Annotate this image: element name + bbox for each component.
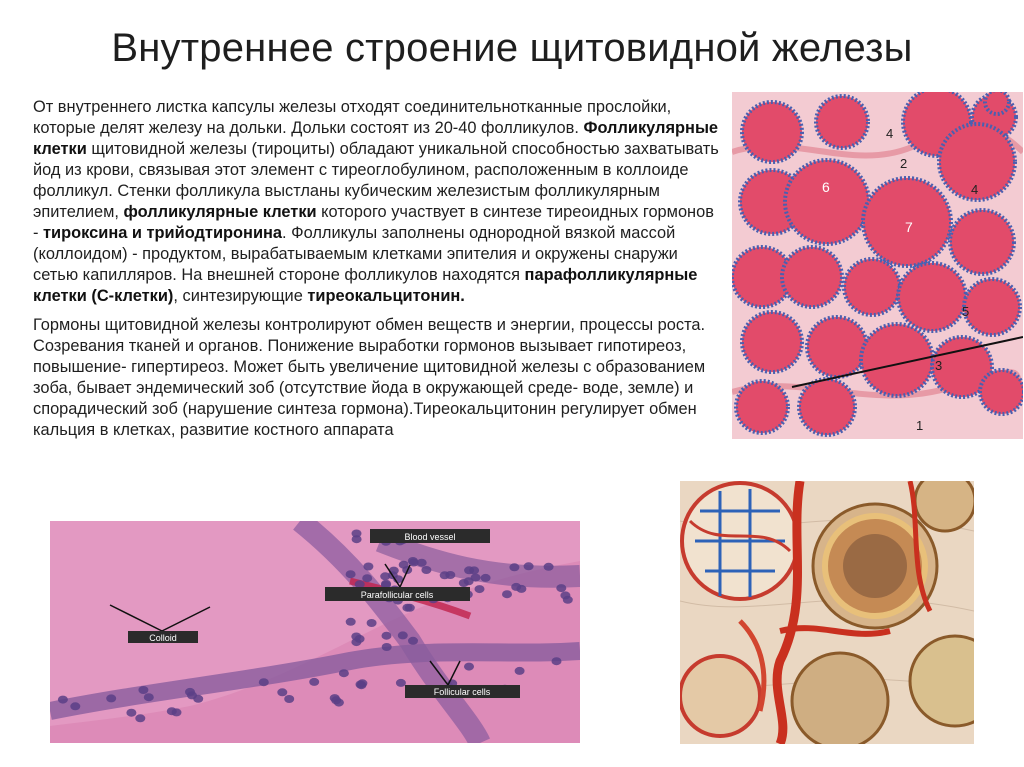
label-text: Follicular cells <box>433 687 491 697</box>
cell-nucleus <box>352 535 362 543</box>
bold-term: тироксина и трийодтиронина <box>43 224 283 242</box>
label-number: 5 <box>962 304 970 319</box>
follicle <box>980 370 1023 414</box>
cell-nucleus <box>284 695 294 703</box>
cell-nucleus <box>475 585 485 593</box>
cell-nucleus <box>509 563 519 571</box>
body-text <box>33 97 723 449</box>
bold-term: Фолликулярные клетки <box>33 119 719 158</box>
cell-nucleus <box>402 604 412 612</box>
cell-nucleus <box>464 663 474 671</box>
cell-nucleus <box>552 657 562 665</box>
bold-term: тиреокальцитонин. <box>307 287 465 305</box>
cell-nucleus <box>515 667 525 675</box>
paragraph-structure <box>33 97 723 307</box>
cell-nucleus <box>309 678 319 686</box>
label-number: 7 <box>905 219 913 235</box>
follicle <box>807 317 867 377</box>
label-number: 1 <box>916 418 924 433</box>
bold-term: фолликулярные клетки <box>123 203 317 221</box>
cell-nucleus <box>421 566 431 574</box>
label-number: 2 <box>900 156 908 171</box>
label-number: 3 <box>935 358 943 373</box>
cell-nucleus <box>259 678 269 686</box>
follicle <box>782 247 842 307</box>
cell-nucleus <box>346 570 356 578</box>
histology-figure <box>732 92 1023 439</box>
cell-nucleus <box>544 563 554 571</box>
cell-nucleus <box>471 574 481 582</box>
label-number: 6 <box>822 179 830 195</box>
follicle <box>736 381 788 433</box>
cell-nucleus <box>440 571 450 579</box>
micrograph-figure <box>50 521 580 743</box>
follicle <box>898 263 966 331</box>
paragraph-hormones: Гормоны щитовидной железы контролируют обмен веществ и энергии, процессы роста. Созревания тканей и органов. Понижение выработки гормонов вызывает гипотиреоз, повышение- гипертиреоз. Может быть увеличение щитовидной железы с образованием зоба, бывает эндемический зоб (отсутствие йода в окружающей среде- воде, земле) и спорадический зоб (нарушение синтеза гормона).Тиреокальцитонин регулирует обмен кальция в клетках, развитие костного аппарата <box>33 316 706 439</box>
cell-nucleus <box>380 572 390 580</box>
text-segment: От внутреннего листка капсулы железы отходят соединительнотканные прослойки, которые делят железу на дольки. Дольки состоят из 20-40 фолликулов. <box>33 98 672 137</box>
label-number: 4 <box>886 126 894 141</box>
cell-nucleus <box>524 562 534 570</box>
text-segment: , синтезирующие <box>173 287 308 305</box>
follicle <box>816 96 868 148</box>
cell-nucleus <box>408 557 418 565</box>
cell-nucleus <box>58 696 68 704</box>
label-text: Blood vessel <box>404 532 456 542</box>
cell-nucleus <box>187 691 197 699</box>
text-segment: щитовидной железы (тироциты) обладают уникальной способностью захватывать йод из крови, связывая этот элемент с тиреоглобулином, расположенным в коллоиде фолликул. Стенки фолликула выстланы кубическим железистым фолликулярным эпителием, <box>33 140 719 221</box>
blood-vessel-label <box>370 529 490 543</box>
label-text: Parafollicular cells <box>360 590 434 600</box>
cell-nucleus <box>382 643 392 651</box>
follicle <box>742 312 802 372</box>
cell-nucleus <box>502 590 512 598</box>
cell-nucleus <box>346 618 356 626</box>
cell-nucleus <box>363 563 373 571</box>
label-number: 4 <box>971 182 979 197</box>
follicle <box>844 259 900 315</box>
cell-nucleus <box>408 637 418 645</box>
cell-nucleus <box>106 694 116 702</box>
cell-nucleus <box>70 702 80 710</box>
cell-nucleus <box>355 635 365 643</box>
cell-nucleus <box>167 707 177 715</box>
cell-nucleus <box>362 574 372 582</box>
follicle <box>785 160 869 244</box>
cell-nucleus <box>144 693 154 701</box>
cell-nucleus <box>138 686 148 694</box>
cell-nucleus <box>382 632 392 640</box>
cell-nucleus <box>334 699 344 707</box>
cell-nucleus <box>481 574 491 582</box>
cell-nucleus <box>367 619 377 627</box>
label-text: Colloid <box>149 633 177 643</box>
text-segment: . Фолликулы заполнены однородной вязкой массой (коллоидом) - продуктом, вырабатываемым клетками эпителия и окружены снаружи сетью капилляров. На внешней стороне фолликулов находятся <box>33 224 678 284</box>
cell-nucleus <box>356 681 366 689</box>
follicle-illustration <box>680 481 974 744</box>
cell-nucleus <box>396 679 406 687</box>
cell-nucleus <box>135 714 145 722</box>
cell-nucleus <box>126 709 136 717</box>
cell-nucleus <box>560 591 570 599</box>
cell-nucleus <box>556 584 566 592</box>
slide-title: Внутреннее строение щитовидной железы <box>111 26 913 70</box>
cell-nucleus <box>516 585 526 593</box>
cell-nucleus <box>339 669 349 677</box>
follicle <box>950 210 1014 274</box>
cell-nucleus <box>277 688 287 696</box>
follicle <box>742 102 802 162</box>
follicle <box>964 279 1020 335</box>
bold-term: парафолликулярные клетки (С-клетки) <box>33 266 698 305</box>
follicle <box>861 324 933 396</box>
cell-nucleus <box>469 566 479 574</box>
cell-nucleus <box>459 579 469 587</box>
follicle <box>799 379 855 435</box>
cell-nucleus <box>398 631 408 639</box>
text-segment: которого участвует в синтезе тиреоидных гормонов - <box>33 203 714 242</box>
